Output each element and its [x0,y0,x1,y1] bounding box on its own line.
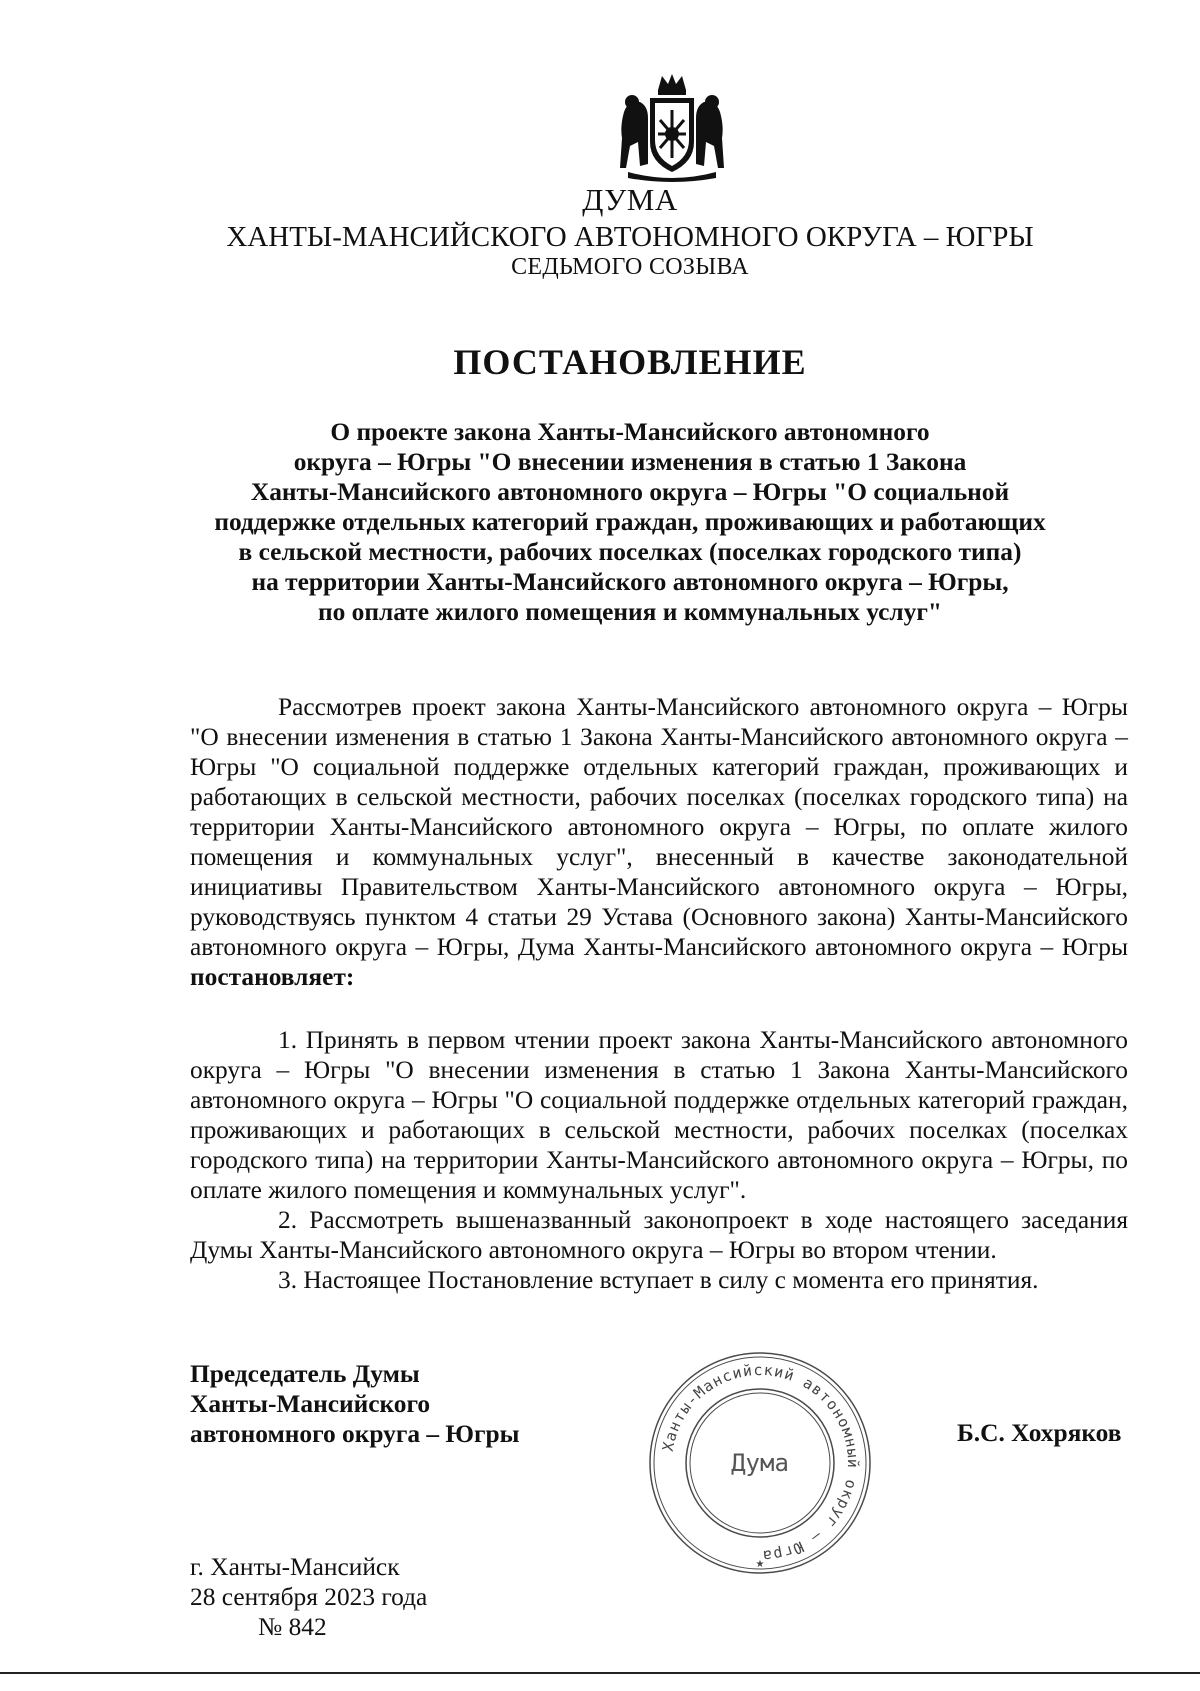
preamble-section [190,692,1128,992]
institution-convocation: СЕДЬМОГО СОЗЫВА [511,254,749,280]
subject-line: Ханты-Мансийского автономного округа – Югры "О социальной [250,478,1010,506]
resolution-item-2: 2. Рассмотреть вышеназванный законопроект в ходе настоящего заседания Думы Ханты-Мансийского автономного округа – Югры во втором чтении. [190,1206,1128,1264]
document-number: № 842 [258,1613,327,1641]
document-city: г. Ханты-Мансийск [190,1553,400,1581]
resolution-items [190,1025,1128,1295]
signatory-position-line: Ханты-Мансийского [190,1390,431,1418]
document-title: ПОСТАНОВЛЕНИЕ [453,342,807,382]
signatory-name: Б.С. Хохряков [957,1419,1122,1447]
document-place-date [190,1552,427,1642]
document-date: 28 сентября 2023 года [190,1583,428,1611]
seal-center-text: Дума [731,1449,789,1477]
subject-line: на территории Ханты-Мансийского автономного округа – Югры, [251,568,1009,596]
resolution-item-3: 3. Настоящее Постановление вступает в силу с момента его принятия. [278,1266,1039,1294]
seal-star-icon: ★ [755,1559,765,1570]
document-subject [170,417,1090,627]
official-seal [646,1349,874,1577]
seal-ring-text: Ханты-Мансийский автономный округ – Югра [658,1360,863,1566]
preamble-text: Рассмотрев проект закона Ханты-Мансийского автономного округа – Югры "О внесении изменения в статью 1 Закона Ханты-Мансийского автономного округа – Югры "О социальной поддержке отдельных категорий граждан, проживающих и работающих в сельской местности, рабочих поселках (поселках городского типа) на территории Ханты-Мансийского автономного округа – Югры, по оплате жилого помещения и коммунальных услуг", внесенный в качестве законодательной инициативы Правительством Ханты-Мансийского автономного округа – Югры, руководствуясь пунктом 4 статьи 29 Устава (Основного закона) Ханты-Мансийского автономного округа – Югры, Дума Ханты-Мансийского автономного округа – Югры [190,693,1128,961]
subject-line: поддержке отдельных категорий граждан, проживающих и работающих [214,508,1046,536]
signatory-position-line: автономного округа – Югры [190,1420,520,1448]
institution-name: ДУМА [582,182,678,217]
page-bottom-divider [0,1672,1200,1674]
preamble-paragraph [190,692,1128,992]
signatory-position-line: Председатель Думы [190,1360,420,1388]
subject-line: О проекте закона Ханты-Мансийского автономного [330,418,930,446]
institution-region: ХАНТЫ-МАНСИЙСКОГО АВТОНОМНОГО ОКРУГА – ЮГРЫ [226,221,1034,253]
subject-line: округа – Югры "О внесении изменения в статью 1 Закона [293,448,967,476]
subject-line: в сельской местности, рабочих поселках (поселках городского типа) [238,538,1022,566]
preamble-resolves: постановляет: [190,963,355,991]
resolution-item-1: 1. Принять в первом чтении проект закона Ханты-Мансийского автономного округа – Югры "О внесении изменения в статью 1 Закона Ханты-Мансийского автономного округа – Югры "О социальной поддержке отдельных категорий граждан, проживающих и работающих в сельской местности, рабочих поселках (поселках городского типа) на территории Ханты-Мансийского автономного округа – Югры, по оплате жилого помещения и коммунальных услуг". [190,1026,1128,1204]
coat-of-arms-emblem [618,72,726,184]
subject-line: по оплате жилого помещения и коммунальных услуг" [318,598,942,626]
signatory-position [190,1359,520,1449]
